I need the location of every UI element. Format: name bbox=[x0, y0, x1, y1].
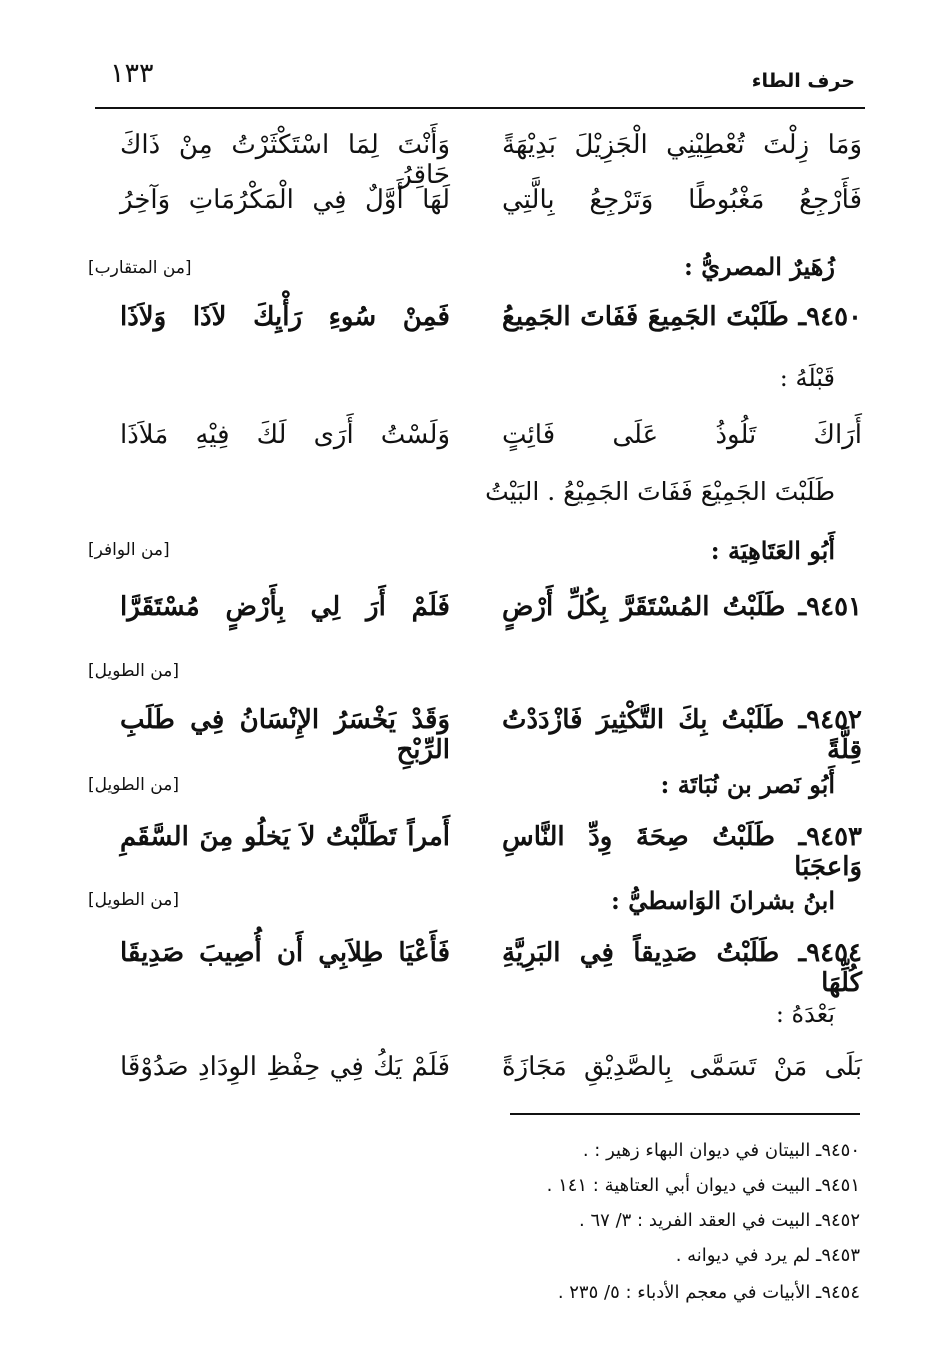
section-title: حرف الطاء bbox=[751, 70, 855, 92]
meter-label: [من المتقارب] bbox=[88, 258, 192, 278]
meter-label: [من الوافر] bbox=[88, 540, 170, 560]
footnote: ٩٤٥٢ـ البيت في العقد الفريد : ٣/ ٦٧ . bbox=[579, 1210, 860, 1231]
verse-9451-second-hemistich: فَلَمْ أَرَ لِي بِأَرْضٍ مُسْتَقَرَّا bbox=[120, 592, 450, 622]
verse-9451-first-hemistich: ٩٤٥١ـ طَلَبْتُ المُسْتَقَرَّ بِكُلِّ أَرْضٍ bbox=[502, 592, 862, 622]
verse-following-first-hemistich: بَلَى مَنْ تَسَمَّى بِالصَّدِيْقِ مَجَازَةً bbox=[502, 1052, 862, 1082]
verse-1-first-hemistich: وَمَا زِلْتَ تُعْطِيْنِي الْجَزِيْلَ بَدِيْهَةً bbox=[502, 130, 862, 160]
footnote: ٩٤٥٠ـ البيتان في ديوان البهاء زهير : . bbox=[582, 1140, 860, 1161]
verse-9454-second-hemistich: فَأَعْيَا طِلاَبِي أَن أُصِيبَ صَدِيقَا bbox=[120, 938, 450, 968]
footnote-rule bbox=[510, 1113, 860, 1115]
footnote: ٩٤٥١ـ البيت في ديوان أبي العتاهية : ١٤١ . bbox=[546, 1175, 860, 1196]
verse-1-second-hemistich: وَأَنْتَ لِمَا اسْتَكْثَرْتُ مِنْ ذَاكَ حَاقِرُ bbox=[120, 130, 450, 190]
meter-label: [من الطويل] bbox=[88, 890, 179, 910]
header-rule bbox=[95, 107, 865, 109]
verse-2-second-hemistich: لَهَا أَوَّلٌ فِي الْمَكْرُمَاتِ وَآخِرُ bbox=[120, 185, 450, 215]
verse-preceding-second-hemistich: وَلَسْتُ أَرَى لَكَ فِيْهِ مَلاَذَا bbox=[120, 420, 450, 450]
verse-9453-first-hemistich: ٩٤٥٣ـ طَلَبْتُ صِحَةَ وِدِّ النَّاسِ وَاعجَبَا bbox=[502, 822, 862, 882]
verse-preceding-first-hemistich: أَرَاكَ تَلُوذُ عَلَى فَائِتٍ bbox=[502, 420, 862, 450]
poet-name: أَبُو نَصر بن نُبَاتَة : bbox=[660, 770, 835, 799]
verse-9453-second-hemistich: أَمراً تَطَلَّبْتُ لاَ يَخلُو مِنَ السَّقَمِ bbox=[120, 822, 450, 852]
poet-name: زُهَيرٌ المصريُّ : bbox=[684, 252, 835, 281]
poet-name: ابنُ بشرانَ الوَاسطيُّ : bbox=[610, 886, 835, 915]
footnote: ٩٤٥٣ـ لم يرد في ديوانه . bbox=[675, 1245, 860, 1266]
verse-9452-second-hemistich: وَقَدْ يَخْسَرُ الإِنْسَانُ فِي طَلَبِ الرِّبْحِ bbox=[120, 705, 450, 765]
meter-label: [من الطويل] bbox=[88, 775, 179, 795]
verse-9454-first-hemistich: ٩٤٥٤ـ طَلَبْتُ صَدِيقاً فِي البَرِيَّةِ كُلِّهَا bbox=[502, 938, 862, 998]
verse-9450-second-hemistich: فَمِنْ سُوءِ رَأْيِكَ لاَذَا وَلاَذَا bbox=[120, 302, 450, 332]
page-number: ١٣٣ bbox=[110, 58, 154, 89]
intro-label: قَبْلَهُ : bbox=[779, 364, 835, 392]
footnote: ٩٤٥٤ـ الأبيات في معجم الأدباء : ٥/ ٢٣٥ . bbox=[557, 1282, 860, 1303]
intro-label: بَعْدَهُ : bbox=[775, 1000, 835, 1028]
verse-following-second-hemistich: فَلَمْ يَكُ فِي حِفْظِ الوِدَادِ صَدُوْقَا bbox=[120, 1052, 450, 1082]
meter-label: [من الطويل] bbox=[88, 661, 179, 681]
verse-9450-first-hemistich: ٩٤٥٠ـ طَلَبْتَ الجَمِيعَ فَفَاتَ الجَمِيعُ bbox=[502, 302, 862, 332]
poet-name: أَبُو العَتَاهِيَة : bbox=[710, 536, 835, 565]
verse-9452-first-hemistich: ٩٤٥٢ـ طَلَبْتُ بِكَ التَّكْثِيرَ فَازْدَدْتُ قِلَّةً bbox=[502, 705, 862, 765]
prose-line: طَلَبْتَ الجَمِيْعَ فَفَاتَ الجَمِيْعُ . البَيْتُ bbox=[485, 477, 835, 506]
verse-2-first-hemistich: فَأَرْجِعُ مَغْبُوطًا وَتَرْجِعُ بِالَّتِي bbox=[502, 185, 862, 215]
